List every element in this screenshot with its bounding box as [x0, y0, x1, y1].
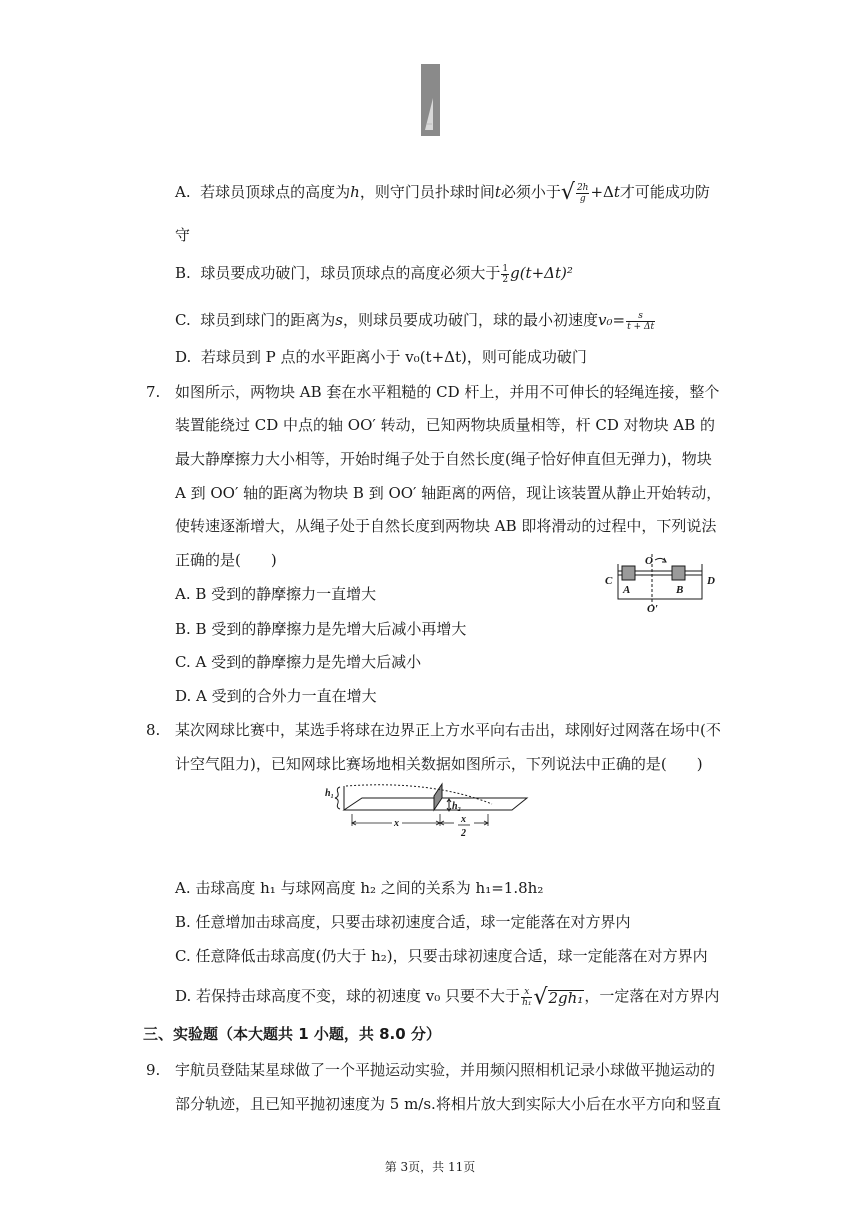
q8-option-c: C. 任意降低击球高度(仍大于 h₂)，只要击球初速度合适，球一定能落在对方界内 [175, 947, 708, 965]
q8-option-b: B. 任意增加击球高度，只要击球初速度合适，球一定能落在对方界内 [175, 913, 631, 931]
q9-line-1: 宇航员登陆某星球做了一个平抛运动实验，并用频闪照相机记录小球做平抛运动的 [175, 1061, 716, 1079]
q7-option-d: D. A 受到的合外力一直在增大 [175, 687, 377, 705]
label-c: C [605, 575, 613, 587]
q6-option-c: C. 球员到球门的距离为s，则球员要成功破门，球的最小初速度v₀= $\frac{s}{t + \Delta t}$ [175, 310, 655, 332]
q7-line-5: 使转速逐渐增大，从绳子处于自然长度到两物块 AB 即将滑动的过程中，下列说法 [175, 517, 717, 535]
q8-tennis-court-figure [322, 778, 532, 840]
label-h2: h₂ [452, 801, 462, 812]
q8-option-a: A. 击球高度 h₁ 与球网高度 h₂ 之间的关系为 h₁=1.8h₂ [175, 879, 544, 897]
sqrt-2h-over-g: √ $\frac{2h}{g}$ [560, 180, 589, 206]
label-x-half-num: x [461, 814, 466, 825]
q7-line-6: 正确的是( ) [175, 551, 277, 569]
label-o: O [645, 555, 653, 567]
q9-line-2: 部分轨迹，且已知平抛初速度为 5 m/s.将相片放大到实际大小后在水平方向和竖直 [175, 1095, 721, 1113]
q7-option-a: A. B 受到的静摩擦力一直增大 [175, 585, 377, 603]
q7-number: 7. [146, 383, 161, 401]
q7-option-b: B. B 受到的静摩擦力是先增大后减小再增大 [175, 620, 467, 638]
q8-option-d: D. 若保持击球高度不变，球的初速度 v₀ 只要不大于 $\frac{x}{\text{h₁}}$ √2gh₁，一定落在对方界内 [175, 984, 720, 1010]
q7-rotating-rod-figure [600, 544, 725, 616]
q6-option-d: D. 若球员到 P 点的水平距离小于 v₀(t+Δt)，则可能成功破门 [175, 348, 587, 366]
block-b [672, 566, 685, 580]
q6-option-a-line2: 守 [175, 226, 191, 244]
q7-line-4: A 到 OO′ 轴的距离为物块 B 到 OO′ 轴距离的两倍，现让该装置从静止开始转动， [175, 484, 722, 502]
q8-number: 8. [146, 721, 161, 739]
page-footer: 第 3页，共 11页 [384, 1160, 476, 1174]
q7-line-3: 最大静摩擦力大小相等，开始时绳子处于自然长度(绳子恰好伸直但无弹力)，物块 [175, 450, 712, 468]
q8-line-1: 某次网球比赛中，某选手将球在边界正上方水平向右击出，球刚好过网落在场中(不 [175, 721, 721, 739]
q9-number: 9. [146, 1061, 161, 1079]
q8-line-2: 计空气阻力)，已知网球比赛场地相关数据如图所示，下列说法中正确的是( ) [175, 755, 703, 773]
label-d: D [707, 575, 715, 587]
q6-option-b: B. 球员要成功破门，球员顶球点的高度必须大于 $\frac{1}{2}$ g(t+Δt)² [175, 263, 573, 285]
q7-line-2: 装置能绕过 CD 中点的轴 OO′ 转动，已知两物块质量相等，杆 CD 对物块 AB 的 [175, 416, 716, 434]
q7-line-1: 如图所示，两物块 AB 套在水平粗糙的 CD 杆上，并用不可伸长的轻绳连接，整个 [175, 383, 720, 401]
label-h1: h₁ [325, 788, 335, 799]
publisher-logo [421, 64, 440, 136]
label-o-prime: O′ [647, 603, 659, 615]
section-heading: 三、实验题（本大题共 1 小题，共 8.0 分） [143, 1025, 441, 1043]
label-a: A [623, 584, 631, 596]
label-b: B [676, 584, 684, 596]
block-a [622, 566, 635, 580]
label-x-half-den: 2 [461, 828, 466, 839]
q6-option-a-line1: A. 若球员顶球点的高度为h，则守门员扑球时间t必须小于√ $\frac{2h}{g}$ +Δt才可能成功防 [175, 180, 710, 206]
q7-option-c: C. A 受到的静摩擦力是先增大后减小 [175, 653, 422, 671]
label-x: x [394, 818, 399, 829]
